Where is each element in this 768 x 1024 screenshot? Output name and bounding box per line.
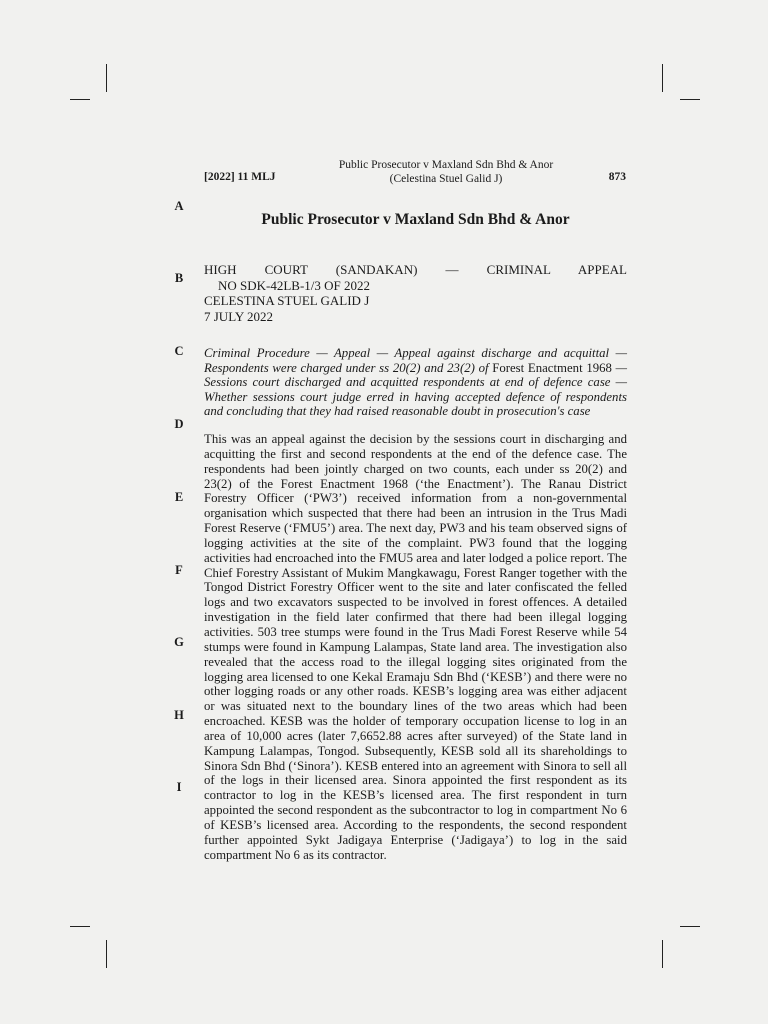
- catchwords-statute: Forest Enactment 1968: [492, 360, 612, 375]
- catchwords: [204, 346, 627, 419]
- margin-letter-h: H: [174, 708, 184, 722]
- page-number: 873: [608, 171, 626, 183]
- court-name: HIGH COURT (SANDAKAN) — CRIMINAL APPEAL: [204, 262, 627, 277]
- crop-mark-bottom-right-vertical: [662, 940, 663, 968]
- margin-letter-i: I: [176, 780, 182, 794]
- margin-letter-f: F: [175, 563, 183, 577]
- margin-letter-b: B: [174, 271, 184, 285]
- case-title: Public Prosecutor v Maxland Sdn Bhd & Anor: [261, 211, 570, 228]
- crop-mark-bottom-left-vertical: [106, 940, 107, 968]
- margin-letter-a: A: [174, 199, 184, 213]
- catchwords-part-2: — Sessions court discharged and acquitted respondents at end of defence case — Whether sessions court judge erred in having accepted defence of respondents and concluding that they had raised reasonable doubt in prosecution's case: [204, 360, 627, 419]
- catchwords-part-1: Criminal Procedure — Appeal — Appeal against discharge and acquittal — Respondents were charged under ss 20(2) and 23(2) of: [204, 346, 627, 375]
- margin-letter-c: C: [174, 344, 184, 358]
- crop-mark-bottom-right-horizontal: [680, 926, 700, 927]
- judgment-date: 7 JULY 2022: [204, 308, 273, 324]
- judge-name: CELESTINA STUEL GALID J: [204, 293, 370, 308]
- running-header-case-name: Public Prosecutor v Maxland Sdn Bhd & Anor: [338, 159, 554, 171]
- margin-letter-d: D: [174, 417, 184, 431]
- margin-letter-e: E: [174, 490, 184, 504]
- crop-mark-top-right-vertical: [662, 64, 663, 92]
- crop-mark-bottom-left-horizontal: [70, 926, 90, 927]
- running-header-judge: (Celestina Stuel Galid J): [389, 173, 503, 185]
- report-citation: [2022] 11 MLJ: [204, 171, 276, 183]
- margin-letter-g: G: [174, 635, 184, 649]
- crop-mark-top-left-vertical: [106, 64, 107, 92]
- headnote-body: This was an appeal against the decision by the sessions court in discharging and acquitting the first and second respondents at the end of the defence case. The respondents had been jointly charged on two counts, each under ss 20(2) and 23(2) of the Forest Enactment 1968 (‘the Enactment’). The Ranau District Forestry Officer (‘PW3’) received information from a non-governmental organisation which suspected that there had been an intrusion in the Trus Madi Forest Reserve (‘FMU5’) area. The next day, PW3 and his team observed signs of logging activities at the site of the complaint. PW3 found that the logging activities had encroached into the FMU5 area and later lodged a police report. The Chief Forestry Assistant of Mukim Mangkawagu, Forest Ranger together with the Tongod District Forestry Officer went to the site and later confiscated the felled logs and two excavators suspected to be involved in forest offences. A detailed investigation in the field later confirmed that there had been illegal logging activities. 503 tree stumps were found in the Trus Madi Forest Reserve while 54 stumps were found in Kampung Lalampas, State land area. The investigation also revealed that the access road to the illegal logging sites originated from the logging area licensed to one Kekal Eramaju Sdn Bhd (‘KESB’) and there were no other logging roads or any other roads. KESB’s logging area was either adjacent or was situated next to the boundary lines of the two areas which had been encroached. KESB was the holder of temporary occupation license to log in an area of 10,000 acres (later 7,6652.88 acres after surveyed) of the State land in Kampung Lalampas, Tongod. Subsequently, KESB sold all its shareholdings to Sinora Sdn Bhd (‘Sinora’). KESB entered into an agreement with Sinora to sell all of the logs in their licensed area. Sinora appointed the first respondent as its contractor to log in the KESB’s licensed area. The first respondent in turn appointed the second respondent as the subcontractor to log in compartment No 6 of KESB’s licensed area. According to the respondents, the second respondent further appointed Sykt Jadigaya Enterprise (‘Jadigaya’) to log in the said compartment No 6 as its contractor.: [204, 432, 627, 862]
- crop-mark-top-right-horizontal: [680, 99, 700, 100]
- appeal-number: NO SDK-42LB-1/3 OF 2022: [218, 277, 371, 293]
- court-details: [204, 262, 627, 324]
- crop-mark-top-left-horizontal: [70, 99, 90, 100]
- running-header: [300, 158, 592, 186]
